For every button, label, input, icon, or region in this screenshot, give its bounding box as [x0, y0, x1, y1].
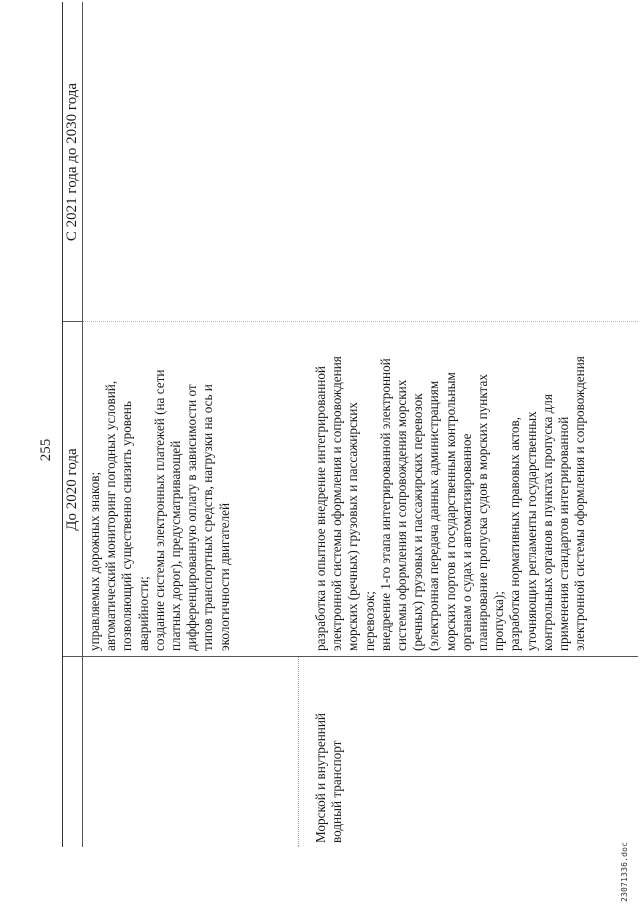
document-table — [62, 2, 638, 847]
text-line: перевозок; — [361, 591, 377, 651]
text-line: планирование пропуска судов в морских пунктах — [475, 374, 491, 651]
text-line: разработка и опытное внедрение интегрированной — [313, 366, 328, 651]
header-until-2020: До 2020 года — [64, 448, 80, 531]
text-line: электронной системы оформления и сопровождения — [329, 356, 345, 651]
text-line: аварийности; — [135, 576, 151, 651]
text-line: автоматический мониторинг погодных условий, — [103, 380, 119, 651]
text-line: управляемых дорожных знаков; — [87, 471, 102, 651]
text-line: морских портов и государственным контрольным — [442, 372, 458, 651]
header-divider — [82, 2, 83, 847]
text-line: экологичности двигателей — [216, 502, 232, 651]
text-line: (речных) грузовых и пассажирских перевозок — [410, 393, 426, 651]
text-line: уточняющих регламенты государственных — [523, 411, 539, 651]
text-line: дифференцированную оплату в зависимости от — [184, 384, 200, 651]
text-line: платных дорог), предусматривающей — [168, 440, 184, 651]
page-number: 255 — [38, 438, 54, 462]
text-line: морских (речных) грузовых и пассажирских — [345, 402, 361, 651]
text-line: применения стандартов интегрированной — [556, 416, 572, 651]
text-line: органам о судах и автоматизированное — [458, 433, 474, 651]
text-line: системы оформления и сопровождения морских — [394, 379, 410, 651]
text-line: типов транспортных средств, нагрузки на ось и — [200, 384, 216, 651]
text-line: позволяющий существенно снизить уровень — [119, 401, 135, 651]
row-separator — [298, 657, 299, 847]
text-line: разработка нормативных правовых актов, — [507, 416, 523, 651]
measures-text-block-2 — [313, 321, 588, 651]
header-2021-2030: С 2021 года до 2030 года — [64, 82, 80, 242]
text-line: создание системы электронных платежей (на сети — [151, 369, 167, 651]
text-line: внедрение 1-го этапа интегрированной электронной — [377, 358, 393, 651]
measures-text-block-1 — [87, 321, 233, 651]
text-line: (электронная передача данных администрациям — [426, 380, 442, 651]
section-label-sea-transport: Морской и внутренний водный транспорт — [313, 713, 345, 843]
text-line: электронной системы оформления и сопровождения — [572, 356, 588, 651]
text-line: пропуска); — [491, 591, 507, 651]
document-code: 23071336.doc — [620, 841, 629, 902]
text-line: контрольных органов в пунктах пропуска для — [539, 394, 555, 651]
column-divider-1 — [63, 656, 638, 657]
